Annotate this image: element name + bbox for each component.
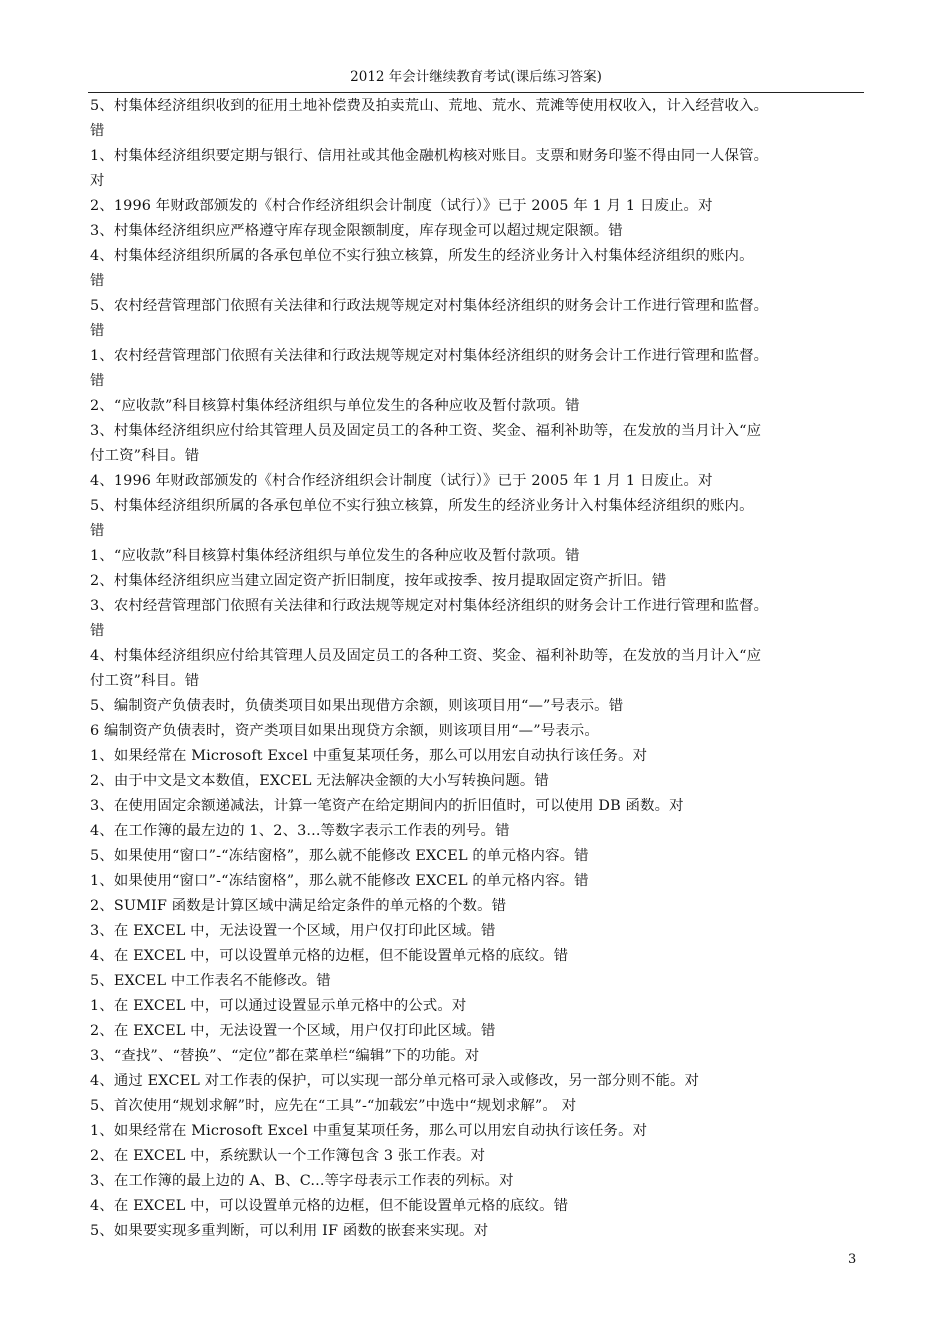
text-line: 1、“应收款”科目核算村集体经济组织与单位发生的各种应收及暂付款项。错 bbox=[90, 548, 580, 564]
text-line: 6 编制资产负债表时，资产类项目如果出现贷方余额，则该项目用“—”号表示。 bbox=[90, 723, 599, 739]
text-line: 5、如果要实现多重判断，可以利用 IF 函数的嵌套来实现。对 bbox=[90, 1223, 489, 1239]
text-line: 3、农村经营管理部门依照有关法律和行政法规等规定对村集体经济组织的财务会计工作进行管理和监督。 bbox=[90, 598, 769, 614]
text-line: 4、村集体经济组织所属的各承包单位不实行独立核算，所发生的经济业务计入村集体经济组织的账内。 bbox=[90, 248, 754, 264]
text-line: 4、1996 年财政部颁发的《村合作经济组织会计制度（试行）》已于 2005 年 1 月 1 日废止。对 bbox=[90, 473, 713, 489]
text-line: 2、由于中文是文本数值，EXCEL 无法解决金额的大小写转换问题。错 bbox=[90, 773, 549, 789]
text-line: 1、在 EXCEL 中，可以通过设置显示单元格中的公式。对 bbox=[90, 998, 467, 1014]
text-line: 4、村集体经济组织应付给其管理人员及固定员工的各种工资、奖金、福利补助等，在发放的当月计入“应 bbox=[90, 648, 762, 664]
text-line: 5、村集体经济组织收到的征用土地补偿费及拍卖荒山、荒地、荒水、荒滩等使用权收入，计入经营收入。 bbox=[90, 98, 769, 114]
text-line: 3、“查找”、“替换”、“定位”都在菜单栏“编辑”下的功能。对 bbox=[90, 1048, 480, 1064]
text-line: 3、村集体经济组织应付给其管理人员及固定员工的各种工资、奖金、福利补助等，在发放的当月计入“应 bbox=[90, 423, 762, 439]
text-line: 错 bbox=[90, 323, 105, 339]
text-line: 1、村集体经济组织要定期与银行、信用社或其他金融机构核对账目。支票和财务印鉴不得由同一人保管。 bbox=[90, 148, 769, 164]
text-line: 3、在 EXCEL 中，无法设置一个区域，用户仅打印此区域。错 bbox=[90, 923, 496, 939]
text-line: 错 bbox=[90, 273, 105, 289]
text-line: 4、通过 EXCEL 对工作表的保护，可以实现一部分单元格可录入或修改，另一部分则不能。对 bbox=[90, 1073, 700, 1089]
text-line: 5、如果使用“窗口”-“冻结窗格”，那么就不能修改 EXCEL 的单元格内容。错 bbox=[90, 848, 589, 864]
text-line: 错 bbox=[90, 373, 105, 389]
text-line: 5、首次使用“规划求解”时，应先在“工具”-“加载宏”中选中“规划求解”。 对 bbox=[90, 1098, 577, 1114]
text-line: 对 bbox=[90, 173, 105, 189]
text-line: 3、在工作簿的最上边的 A、B、C...等字母表示工作表的列标。对 bbox=[90, 1173, 514, 1189]
text-line: 付工资”科目。错 bbox=[90, 673, 200, 689]
header-title: 2012 年会计继续教育考试(课后练习答案) bbox=[350, 69, 602, 85]
text-line: 1、农村经营管理部门依照有关法律和行政法规等规定对村集体经济组织的财务会计工作进行管理和监督。 bbox=[90, 348, 769, 364]
text-line: 5、EXCEL 中工作表名不能修改。错 bbox=[90, 973, 331, 989]
page-number: 3 bbox=[848, 1252, 857, 1267]
text-line: 2、在 EXCEL 中，系统默认一个工作簿包含 3 张工作表。对 bbox=[90, 1148, 486, 1164]
text-line: 3、村集体经济组织应严格遵守库存现金限额制度，库存现金可以超过规定限额。错 bbox=[90, 223, 623, 239]
text-line: 3、在使用固定余额递减法，计算一笔资产在给定期间内的折旧值时，可以使用 DB 函数。对 bbox=[90, 798, 684, 814]
document-body bbox=[90, 94, 870, 1244]
text-line: 5、农村经营管理部门依照有关法律和行政法规等规定对村集体经济组织的财务会计工作进行管理和监督。 bbox=[90, 298, 769, 314]
text-line: 4、在 EXCEL 中，可以设置单元格的边框，但不能设置单元格的底纹。错 bbox=[90, 1198, 569, 1214]
text-line: 2、SUMIF 函数是计算区域中满足给定条件的单元格的个数。错 bbox=[90, 898, 507, 914]
page-header bbox=[88, 68, 864, 93]
text-line: 2、村集体经济组织应当建立固定资产折旧制度，按年或按季、按月提取固定资产折旧。错 bbox=[90, 573, 667, 589]
text-line: 错 bbox=[90, 623, 105, 639]
text-line: 错 bbox=[90, 523, 105, 539]
text-line: 错 bbox=[90, 123, 105, 139]
text-line: 2、在 EXCEL 中，无法设置一个区域，用户仅打印此区域。错 bbox=[90, 1023, 496, 1039]
text-line: 5、村集体经济组织所属的各承包单位不实行独立核算，所发生的经济业务计入村集体经济组织的账内。 bbox=[90, 498, 754, 514]
text-line: 5、编制资产负债表时，负债类项目如果出现借方余额，则该项目用“—”号表示。错 bbox=[90, 698, 624, 714]
text-line: 1、如果经常在 Microsoft Excel 中重复某项任务，那么可以用宏自动执行该任务。对 bbox=[90, 1123, 648, 1139]
text-line: 付工资”科目。错 bbox=[90, 448, 200, 464]
text-line: 4、在工作簿的最左边的 1、2、3...等数字表示工作表的列号。错 bbox=[90, 823, 510, 839]
text-line: 1、如果经常在 Microsoft Excel 中重复某项任务，那么可以用宏自动执行该任务。对 bbox=[90, 748, 648, 764]
text-line: 2、“应收款”科目核算村集体经济组织与单位发生的各种应收及暂付款项。错 bbox=[90, 398, 580, 414]
text-line: 4、在 EXCEL 中，可以设置单元格的边框，但不能设置单元格的底纹。错 bbox=[90, 948, 569, 964]
text-line: 1、如果使用“窗口”-“冻结窗格”，那么就不能修改 EXCEL 的单元格内容。错 bbox=[90, 873, 589, 889]
text-line: 2、1996 年财政部颁发的《村合作经济组织会计制度（试行）》已于 2005 年 1 月 1 日废止。对 bbox=[90, 198, 713, 214]
